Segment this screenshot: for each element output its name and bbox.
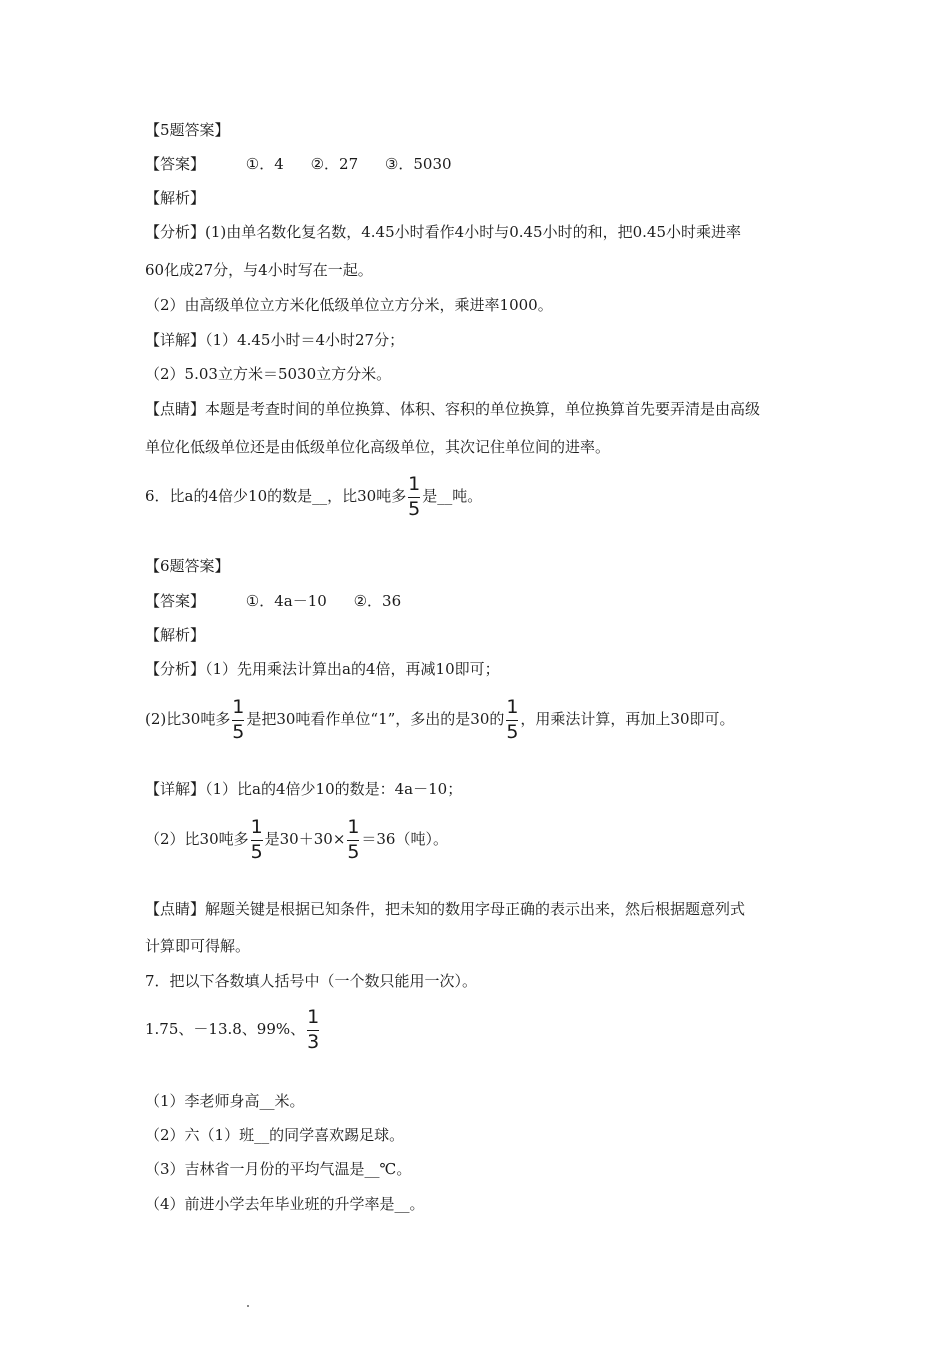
answer-2: ②．27: [310, 155, 359, 173]
fraction-denominator: 3: [307, 1031, 320, 1053]
q6-detail-text-b: 是30＋30×: [264, 830, 346, 848]
answer-label: 【答案】: [145, 592, 206, 610]
fraction-denominator: 5: [347, 841, 360, 863]
q6-jiexi-label: 【解析】: [145, 626, 206, 644]
answer-2: ②．36: [353, 592, 402, 610]
q6-comment-line1: 【点睛】解题关键是根据已知条件，把未知的数用字母正确的表示出来，然后根据题意列式: [145, 900, 746, 918]
fraction-numerator: 1: [347, 816, 360, 838]
fraction-one-fifth: [231, 696, 245, 744]
q6-question-text-a: 6．比a的4倍少10的数是__，比30吨多: [145, 487, 407, 505]
q6-answer-line: [145, 591, 401, 611]
q6-analysis-line1: 【分析】（1）先用乘法计算出a的4倍，再减10即可；: [145, 660, 500, 678]
q5-answer-line: [145, 154, 452, 174]
q5-detail-line2: （2）5.03立方米＝5030立方分米。: [145, 365, 392, 383]
fraction-denominator: 5: [232, 721, 245, 743]
fraction-one-third: [306, 1006, 320, 1054]
answer-label: 【答案】: [145, 155, 206, 173]
fraction-numerator: 1: [408, 473, 421, 495]
q6-comment-line2: 计算即可得解。: [145, 937, 251, 955]
q6-detail-text-c: ＝36（吨）。: [361, 830, 448, 848]
q5-analysis-line1: 【分析】(1)由单名数化复名数，4.45小时看作4小时与0.45小时的和，把0.45小时乘进率: [145, 223, 741, 241]
q5-detail-line1: 【详解】（1）4.45小时＝4小时27分；: [145, 331, 405, 349]
q6-analysis-text-a: (2)比30吨多: [145, 710, 231, 728]
q5-comment-line1: 【点睛】本题是考查时间的单位换算、体积、容积的单位换算，单位换算首先要弄清是由高级: [145, 400, 761, 418]
q6-analysis-line2: [145, 695, 735, 743]
q5-comment-line2: 单位化低级单位还是由低级单位化高级单位，其次记住单位间的进率。: [145, 438, 611, 456]
fraction-one-fifth: [346, 816, 360, 864]
q6-question-text-b: 是__吨。: [422, 487, 483, 505]
q7-item-2: （2）六（1）班__的同学喜欢踢足球。: [145, 1126, 405, 1144]
q7-item-3: （3）吉林省一月份的平均气温是__℃。: [145, 1160, 412, 1178]
fraction-numerator: 1: [506, 696, 519, 718]
page-mark: [247, 1305, 249, 1307]
q7-question: 7．把以下各数填人括号中（一个数只能用一次）。: [145, 972, 478, 990]
q6-detail-line2: [145, 815, 448, 863]
fraction-denominator: 5: [250, 841, 263, 863]
fraction-one-fifth: [250, 816, 264, 864]
q6-analysis-text-b: 是把30吨看作单位“1”，多出的是30的: [246, 710, 505, 728]
answer-1: ①．4a－10: [245, 592, 327, 610]
answer-3: ③．5030: [384, 155, 452, 173]
fraction-denominator: 5: [506, 721, 519, 743]
q7-item-1: （1）李老师身高__米。: [145, 1092, 305, 1110]
q6-analysis-text-c: ，用乘法计算，再加上30即可。: [520, 710, 735, 728]
fraction-denominator: 5: [408, 498, 421, 520]
q5-analysis-line2: 60化成27分，与4小时写在一起。: [145, 261, 373, 279]
q6-detail-text-a: （2）比30吨多: [145, 830, 249, 848]
fraction-one-fifth: [407, 473, 421, 521]
q7-numbers: [145, 1005, 321, 1053]
answer-1: ①．4: [245, 155, 284, 173]
q5-jiexi-label: 【解析】: [145, 189, 206, 207]
q6-question: [145, 472, 482, 520]
fraction-numerator: 1: [307, 1006, 320, 1028]
fraction-one-fifth: [505, 696, 519, 744]
fraction-numerator: 1: [250, 816, 263, 838]
q5-answer-header: 【5题答案】: [145, 121, 230, 139]
q6-answer-header: 【6题答案】: [145, 557, 230, 575]
q7-item-4: （4）前进小学去年毕业班的升学率是__。: [145, 1195, 425, 1213]
q7-numbers-text: 1.75、－13.8、99%、: [145, 1020, 306, 1038]
q6-detail-line1: 【详解】（1）比a的4倍少10的数是：4a－10；: [145, 780, 463, 798]
fraction-numerator: 1: [232, 696, 245, 718]
q5-analysis-line3: （2）由高级单位立方米化低级单位立方分米，乘进率1000。: [145, 296, 553, 314]
